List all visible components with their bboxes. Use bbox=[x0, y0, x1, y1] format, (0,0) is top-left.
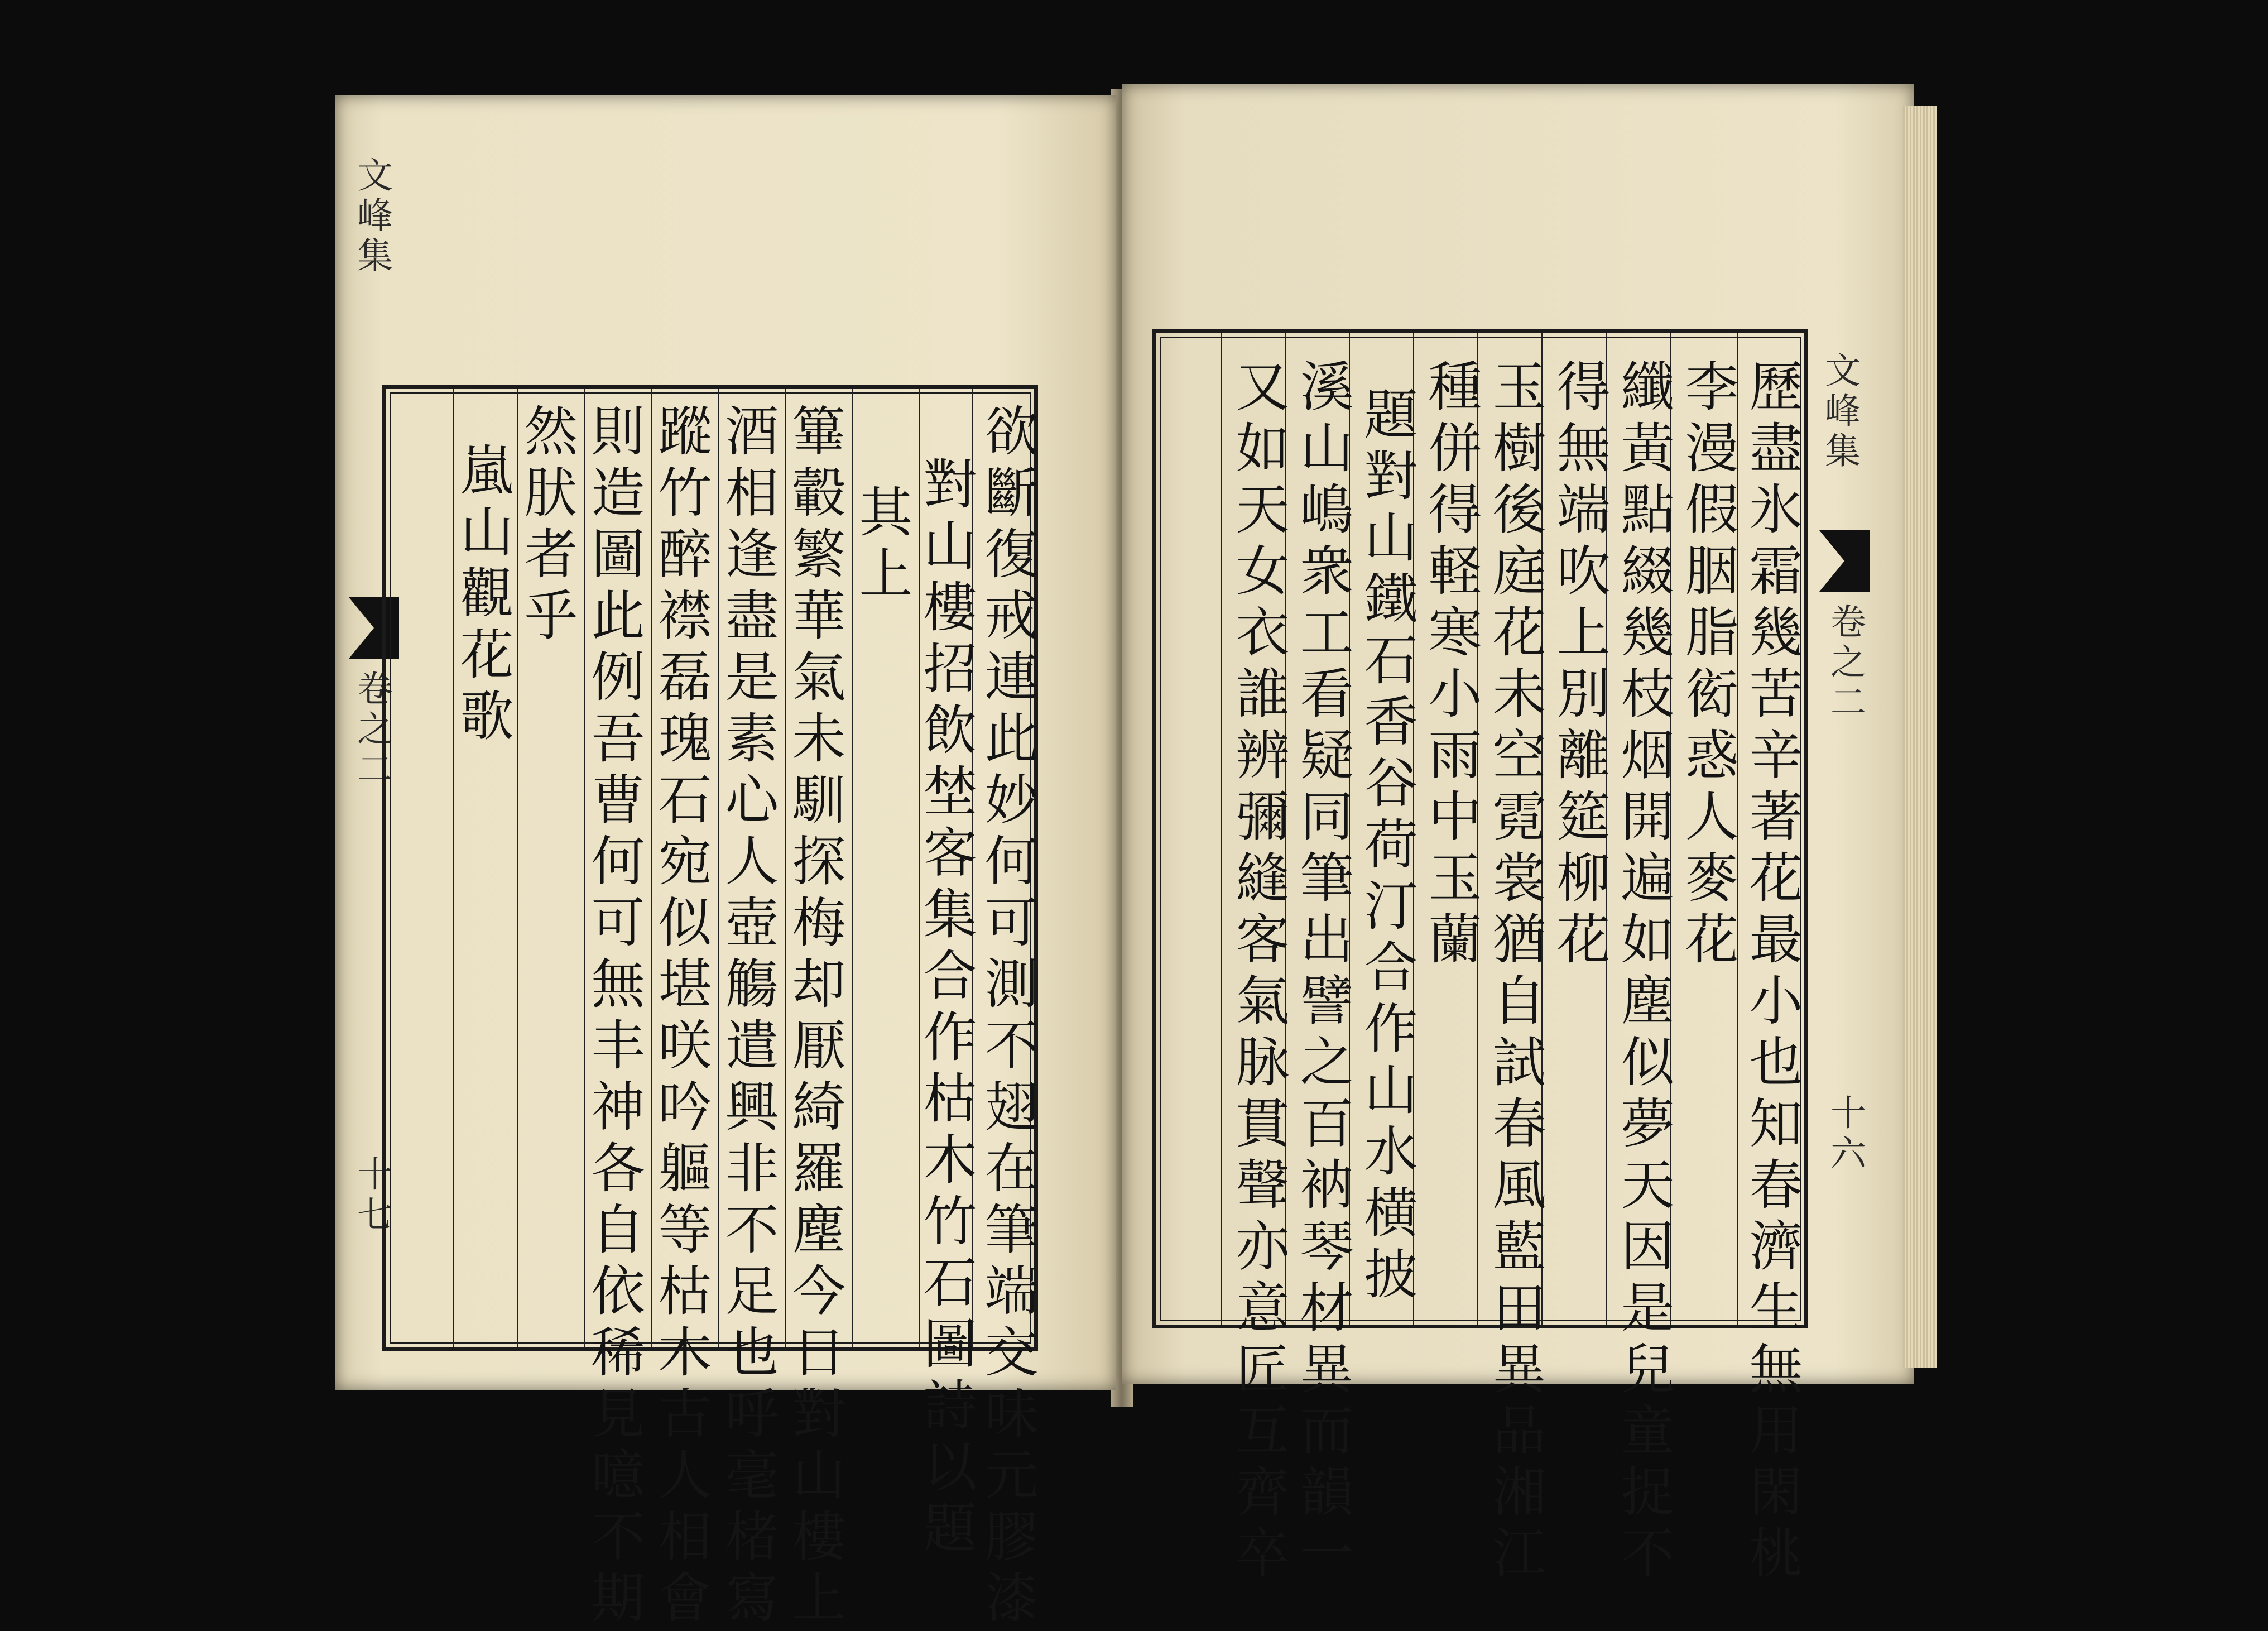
open-book bbox=[335, 67, 1931, 1631]
right-col-1: 歷盡氷霜幾苦辛著花最小也知春濟生無用閑桃 bbox=[1741, 358, 1803, 1586]
left-text-frame bbox=[382, 385, 1039, 1631]
left-col-2: 對山樓招飲埜客集合作枯木竹石圖詩以題 bbox=[915, 456, 977, 1561]
page-edges bbox=[1903, 106, 1937, 1368]
right-page bbox=[1122, 84, 1914, 1586]
right-col-8: 溪山嶋衆工看疑同筆出譬之百衲琴材異而韻一 bbox=[1291, 358, 1354, 1586]
right-text-frame bbox=[1152, 329, 1808, 1586]
left-margin-volume: 卷之二 bbox=[351, 670, 392, 790]
right-col-6: 種併得軽寒小雨中玉蘭 bbox=[1420, 358, 1482, 972]
left-col-9: 嵐山觀花歌 bbox=[451, 442, 514, 749]
left-col-4: 篳轂繁華氣未馴探梅却厭綺羅塵今日對山樓上 bbox=[784, 403, 846, 1631]
right-col-3: 纖黃點綴幾枝烟開遍如塵似夢天因是兒童捉不 bbox=[1612, 358, 1675, 1586]
right-col-9: 又如天女衣誰辨彌縫客氣脉貫聲亦意匠互齊卒 bbox=[1227, 358, 1290, 1586]
left-col-5: 酒相逢盡是素心人壺觴遣興非不足也呼毫楮寫 bbox=[717, 403, 779, 1631]
left-col-7: 則造圖此例吾曹何可無丰神各自依稀見噫不期 bbox=[583, 403, 645, 1631]
right-col-2: 李漫假胭脂衒惑人麥花 bbox=[1676, 358, 1739, 972]
right-col-5: 玉樹後庭花未空霓裳猶自試春風藍田異品湘江 bbox=[1484, 358, 1546, 1586]
left-col-6: 蹤竹醉襟磊瑰石宛似堪咲吟軀等枯木古人相會 bbox=[650, 403, 712, 1631]
left-col-1: 欲斷復戒連此妙何可測不翅在筆端交味元膠漆 bbox=[976, 403, 1039, 1631]
right-margin-title: 文峰集 bbox=[1819, 352, 1860, 472]
fish-tail-mark-right bbox=[1819, 530, 1870, 592]
left-col-3: 其上 bbox=[850, 484, 913, 607]
right-col-4: 得無端吹上別離筵柳花 bbox=[1548, 358, 1611, 972]
right-col-7: 題對山鐵石香谷荷汀合作山水横披 bbox=[1356, 386, 1418, 1307]
left-margin-title: 文峰集 bbox=[351, 156, 392, 277]
left-col-8: 然肰者乎 bbox=[516, 403, 578, 649]
right-margin-volume: 卷之二 bbox=[1824, 603, 1866, 723]
right-margin-page: 十六 bbox=[1824, 1094, 1866, 1174]
left-margin-page: 十七 bbox=[351, 1155, 392, 1236]
left-page bbox=[335, 95, 1116, 1631]
